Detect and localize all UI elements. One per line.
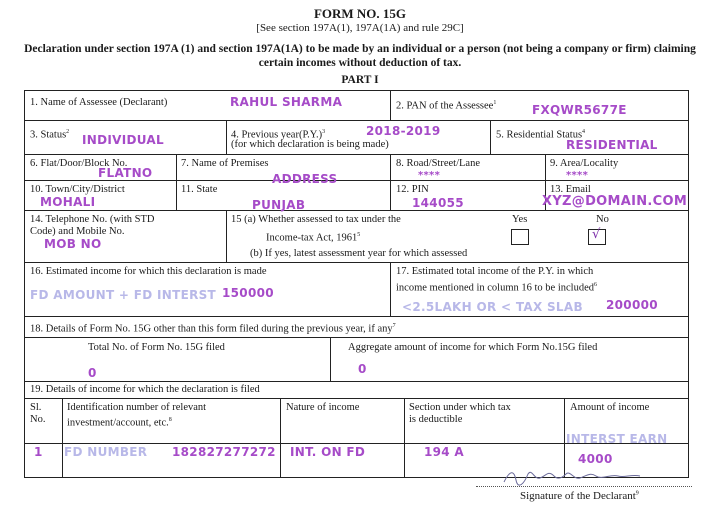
sl-value[interactable]: 1 bbox=[34, 445, 43, 459]
no-checkbox[interactable] bbox=[588, 229, 606, 245]
aggregate-amount-value[interactable]: 0 bbox=[358, 362, 367, 376]
email-label: 13. Email bbox=[550, 184, 591, 195]
section-header-line2: is deductible bbox=[409, 414, 463, 425]
declaration-heading: Declaration under section 197A (1) and section 197A(1A) to be made by an individual or a person (not being a company or firm) claiming certain incomes without deduction of tax. bbox=[24, 43, 696, 69]
pan-value[interactable]: FXQWR5677E bbox=[532, 103, 627, 117]
fd-number-note: FD NUMBER bbox=[64, 445, 148, 459]
premises-label: 7. Name of Premises bbox=[181, 158, 269, 169]
pin-value[interactable]: 144055 bbox=[412, 196, 464, 210]
email-value[interactable]: XYZ@DOMAIN.COM bbox=[542, 194, 688, 209]
sl-header-line1: Sl. bbox=[30, 402, 42, 413]
pin-label: 12. PIN bbox=[396, 184, 429, 195]
form-subtitle: [See section 197A(1), 197A(1A) and rule 29C] bbox=[256, 22, 464, 34]
identification-value[interactable]: 182827277272 bbox=[172, 445, 276, 459]
identification-header-line1: Identification number of relevant bbox=[67, 402, 207, 413]
amount-value[interactable]: 4000 bbox=[578, 452, 613, 466]
nature-header: Nature of income bbox=[286, 402, 360, 413]
town-value[interactable]: MOHALI bbox=[40, 195, 96, 209]
status-label: 3. Status$^2$ bbox=[30, 129, 70, 141]
total-income-value[interactable]: 200000 bbox=[606, 298, 658, 312]
other-forms-label: 18. Details of Form No. 15G other than this form filed during the previous year, if any$^7$ bbox=[30, 323, 396, 335]
amount-header: Amount of income bbox=[570, 402, 650, 413]
section-value[interactable]: 194 A bbox=[424, 445, 465, 459]
town-label: 10. Town/City/District bbox=[30, 184, 125, 195]
no-label: No bbox=[596, 214, 609, 225]
total-forms-header: Total No. of Form No. 15G filed bbox=[88, 342, 225, 353]
yes-label: Yes bbox=[512, 214, 528, 225]
total-income-note: <2.5LAKH OR < TAX SLAB bbox=[402, 300, 583, 314]
nature-value[interactable]: INT. ON FD bbox=[290, 445, 366, 459]
check-icon: √ bbox=[592, 227, 601, 242]
income-details-label: 19. Details of income for which the declaration is filed bbox=[30, 384, 260, 395]
estimated-income-label: 16. Estimated income for which this declaration is made bbox=[30, 266, 267, 277]
identification-header-line2: investment/account, etc.$^8$ bbox=[67, 417, 172, 429]
status-value[interactable]: INDIVIDUAL bbox=[82, 133, 164, 147]
road-label: 8. Road/Street/Lane bbox=[396, 158, 480, 169]
previous-year-label: 4. Previous $year(P.Y.)^3$ bbox=[231, 129, 326, 141]
previous-year-note: (for which declaration is being made) bbox=[231, 139, 389, 150]
signature-scribble bbox=[500, 466, 660, 488]
telephone-label-line1: 14. Telephone No. (with STD bbox=[30, 214, 155, 225]
estimated-income-note: FD AMOUNT + FD INTERST bbox=[30, 288, 217, 302]
part-heading: PART I bbox=[341, 74, 379, 86]
estimated-income-value[interactable]: 150000 bbox=[222, 286, 274, 300]
road-value[interactable]: **** bbox=[418, 170, 441, 181]
name-label: 1. Name of Assessee (Declarant) bbox=[30, 97, 168, 108]
sl-header-line2: No. bbox=[30, 414, 46, 425]
yes-checkbox[interactable] bbox=[511, 229, 529, 245]
total-forms-value[interactable]: 0 bbox=[88, 366, 97, 380]
area-label: 9. Area/Locality bbox=[550, 158, 619, 169]
section-header-line1: Section under which tax bbox=[409, 402, 511, 413]
assessment-year-label: (b) If yes, latest assessment year for which assessed bbox=[250, 248, 468, 259]
residential-status-label: 5. Residential Status$^4$ bbox=[496, 129, 586, 141]
telephone-value[interactable]: MOB NO bbox=[44, 237, 102, 251]
total-income-label-line1: 17. Estimated total income of the P.Y. in which bbox=[396, 266, 594, 277]
name-value[interactable]: RAHUL SHARMA bbox=[230, 95, 343, 109]
assessed-label-line1: 15 (a) Whether assessed to tax under the bbox=[231, 214, 401, 225]
area-value[interactable]: **** bbox=[566, 170, 589, 181]
premises-value[interactable]: ADDRESS bbox=[272, 172, 338, 186]
state-label: 11. State bbox=[181, 184, 218, 195]
flat-label: 6. Flat/Door/Block No. bbox=[30, 158, 128, 169]
previous-year-value[interactable]: 2018-2019 bbox=[366, 124, 441, 138]
residential-status-value[interactable]: RESIDENTIAL bbox=[566, 138, 658, 152]
assessed-label-line2: Income-tax Act, 1961$^5$ bbox=[266, 232, 361, 244]
signature-line bbox=[476, 486, 692, 487]
pan-label: 2. PAN of the Assessee$^1$ bbox=[396, 100, 497, 112]
form-title: FORM NO. 15G bbox=[313, 6, 407, 21]
total-income-label-line2: income mentioned in column 16 to be included$^6$ bbox=[396, 282, 597, 294]
flat-value[interactable]: FLATNO bbox=[98, 166, 153, 180]
aggregate-amount-header: Aggregate amount of income for which Form No.15G filed bbox=[348, 342, 598, 353]
state-value[interactable]: PUNJAB bbox=[252, 198, 306, 212]
signature-label: Signature of the Declarant$^9$ bbox=[520, 490, 639, 502]
telephone-label-line2: Code) and Mobile No. bbox=[30, 226, 125, 237]
amount-note: INTERST EARN bbox=[566, 432, 668, 446]
